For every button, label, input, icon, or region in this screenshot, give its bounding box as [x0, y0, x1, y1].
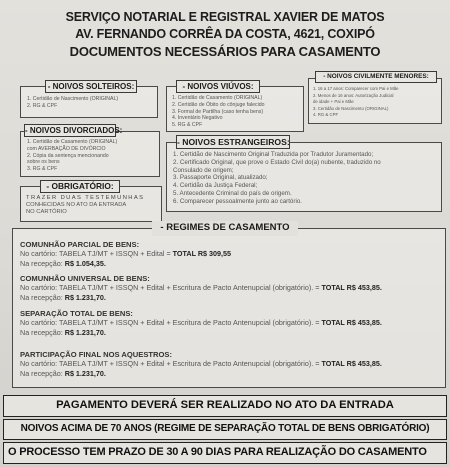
regime-recepcao-value: R$ 1.231,70. [64, 369, 106, 378]
list-item: 2. Menos de 16 anos: Autorização Judicial [313, 92, 394, 98]
regime-cartorio-line: No cartório: TABELA TJ/MT + ISSQN + Edital + Escritura de Pacto Antenupcial (obrigatório). = TOTAL R$ 453,85. [20, 318, 382, 327]
regime-cartorio-line: No cartório: TABELA TJ/MT + ISSQN + Edital + Escritura de Pacto Antenupcial (obrigatório). = TOTAL R$ 453,85. [20, 359, 382, 368]
viuvos-title: - NOIVOS VIÚVOS: [176, 80, 260, 93]
regime-recepcao-value: R$ 1.231,70. [64, 328, 106, 337]
list-item: 4. Certidão da Justiça Federal; [173, 182, 258, 190]
regime-total: TOTAL R$ 453,85. [321, 283, 382, 292]
regime-recepcao-value: R$ 1.231,70. [64, 293, 106, 302]
list-item: 1. Certidão de Nascimento Original Traduzida por Tradutor Juramentado; [173, 151, 374, 158]
list-item: 5. Antecedente Criminal do país de origem. [173, 189, 292, 197]
estrangeiros-title: - NOIVOS ESTRANGEIROS: [177, 137, 290, 147]
regime-total: TOTAL R$ 453,85. [321, 318, 382, 327]
regime-total: TOTAL R$ 309,55 [172, 249, 231, 258]
solteiros-list [27, 96, 118, 110]
regime-total: TOTAL R$ 453,85. [321, 359, 382, 368]
regime-recepcao-value: R$ 1.054,35. [64, 259, 106, 268]
obrigatorio-text [26, 195, 144, 216]
notary-address-heading: AV. FERNANDO CORRÊA DA COSTA, 4621, COXIPÓ [75, 27, 375, 41]
viuvos-list [172, 95, 265, 129]
list-item: 3. Passaporte Original, atualizado; [173, 174, 268, 182]
list-item: de idade + Pai e Mãe [313, 99, 354, 105]
obrigatorio-line: TRAZER DUAS TESTEMUNHAS [26, 195, 145, 201]
list-item: 3. RG & CPF [27, 166, 58, 173]
list-item: 3. Certidão de Nascimento (ORIGINAL) [313, 105, 389, 111]
list-item: 4. RG & CPF [313, 112, 339, 118]
regime-section-universal [20, 274, 382, 303]
regime-recepcao-line: Na recepção: R$ 1.054,35. [20, 259, 106, 268]
divorciados-list [27, 139, 117, 173]
regime-section-separacao [20, 309, 382, 338]
regime-recepcao-line: Na recepção: R$ 1.231,70. [20, 369, 106, 378]
regimes-title: - REGIMES DE CASAMENTO [152, 221, 298, 236]
regime-cartorio-line: No cartório: TABELA TJ/MT + ISSQN + Edital = TOTAL R$ 309,55 [20, 249, 231, 258]
notary-name-heading: SERVIÇO NOTARIAL E REGISTRAL XAVIER DE MATOS [65, 10, 385, 24]
list-item: 1. Certidão de Nascimento (ORIGINAL) [27, 96, 119, 102]
list-item: 2. Certificado Original, que prove o Estado Civil do(a) nubente, traduzido no [173, 158, 381, 166]
list-item: 1. Certidão de Casamento (ORIGINAL) [172, 95, 263, 101]
divorciados-title: - NOIVOS DIVORCIADOS: [25, 126, 123, 135]
list-item: 2. Cópia da sentença mencionando [27, 152, 109, 159]
list-item: 1. Certidão de Casamento (ORIGINAL) [27, 139, 118, 145]
regime-section-participacao [20, 350, 382, 379]
regime-section-parcial [20, 240, 231, 269]
list-item: 3. Formal de Partilha (caso tenha bens) [172, 108, 264, 115]
list-item: com AVERBAÇÃO DE DIVÓRCIO [27, 145, 106, 152]
solteiros-title: - NOIVOS SOLTEIROS: [45, 80, 137, 93]
menores-list [313, 86, 399, 119]
deadline-notice-band: O PROCESSO TEM PRAZO DE 30 A 90 DIAS PARA REALIZAÇÃO DO CASAMENTO [3, 442, 447, 464]
regime-title: COMUNHÃO PARCIAL DE BENS: [20, 240, 140, 249]
estrangeiros-list [173, 151, 381, 206]
regime-cartorio-line: No cartório: TABELA TJ/MT + ISSQN + Edital + Escritura de Pacto Antenupcial (obrigatório). = TOTAL R$ 453,85. [20, 283, 382, 292]
list-item: 6. Comparecer pessoalmente junto ao cartório. [173, 197, 302, 205]
list-item: 2. RG & CPF [27, 102, 58, 109]
regime-recepcao-line: Na recepção: R$ 1.231,70. [20, 328, 106, 337]
regime-title: PARTICIPAÇÃO FINAL NOS AQUESTROS: [20, 350, 173, 359]
list-item: 4. Inventário Negativo [172, 115, 223, 122]
regime-recepcao-line: Na recepção: R$ 1.231,70. [20, 293, 106, 302]
list-item: Consulado de origem; [173, 166, 234, 174]
over-70-notice-band: NOIVOS ACIMA DE 70 ANOS (REGIME DE SEPARAÇÃO TOTAL DE BENS OBRIGATÓRIO) [3, 419, 447, 440]
obrigatorio-line: CONHECIDAS NO ATO DA ENTRADA [26, 202, 127, 208]
list-item: 2. Certidão de Óbito do cônjuge falecido [172, 101, 265, 108]
payment-notice-band: PAGAMENTO DEVERÁ SER REALIZADO NO ATO DA ENTRADA [3, 395, 447, 417]
regime-title: COMUNHÃO UNIVERSAL DE BENS: [20, 274, 150, 283]
obrigatorio-line: NO CARTÓRIO [26, 209, 67, 215]
list-item: sobre os bens [27, 159, 60, 166]
regime-title: SEPARAÇÃO TOTAL DE BENS: [20, 309, 133, 318]
list-item: 1. 16 a 17 anos: Comparecer com Pai e Mãe [313, 86, 399, 91]
obrigatorio-title: - OBRIGATÓRIO: [40, 180, 120, 193]
document-title-heading: DOCUMENTOS NECESSÁRIOS PARA CASAMENTO [69, 44, 381, 59]
menores-title: - NOIVOS CIVILMENTE MENORES: [315, 71, 437, 83]
list-item: 5. RG & CPF [172, 122, 203, 129]
